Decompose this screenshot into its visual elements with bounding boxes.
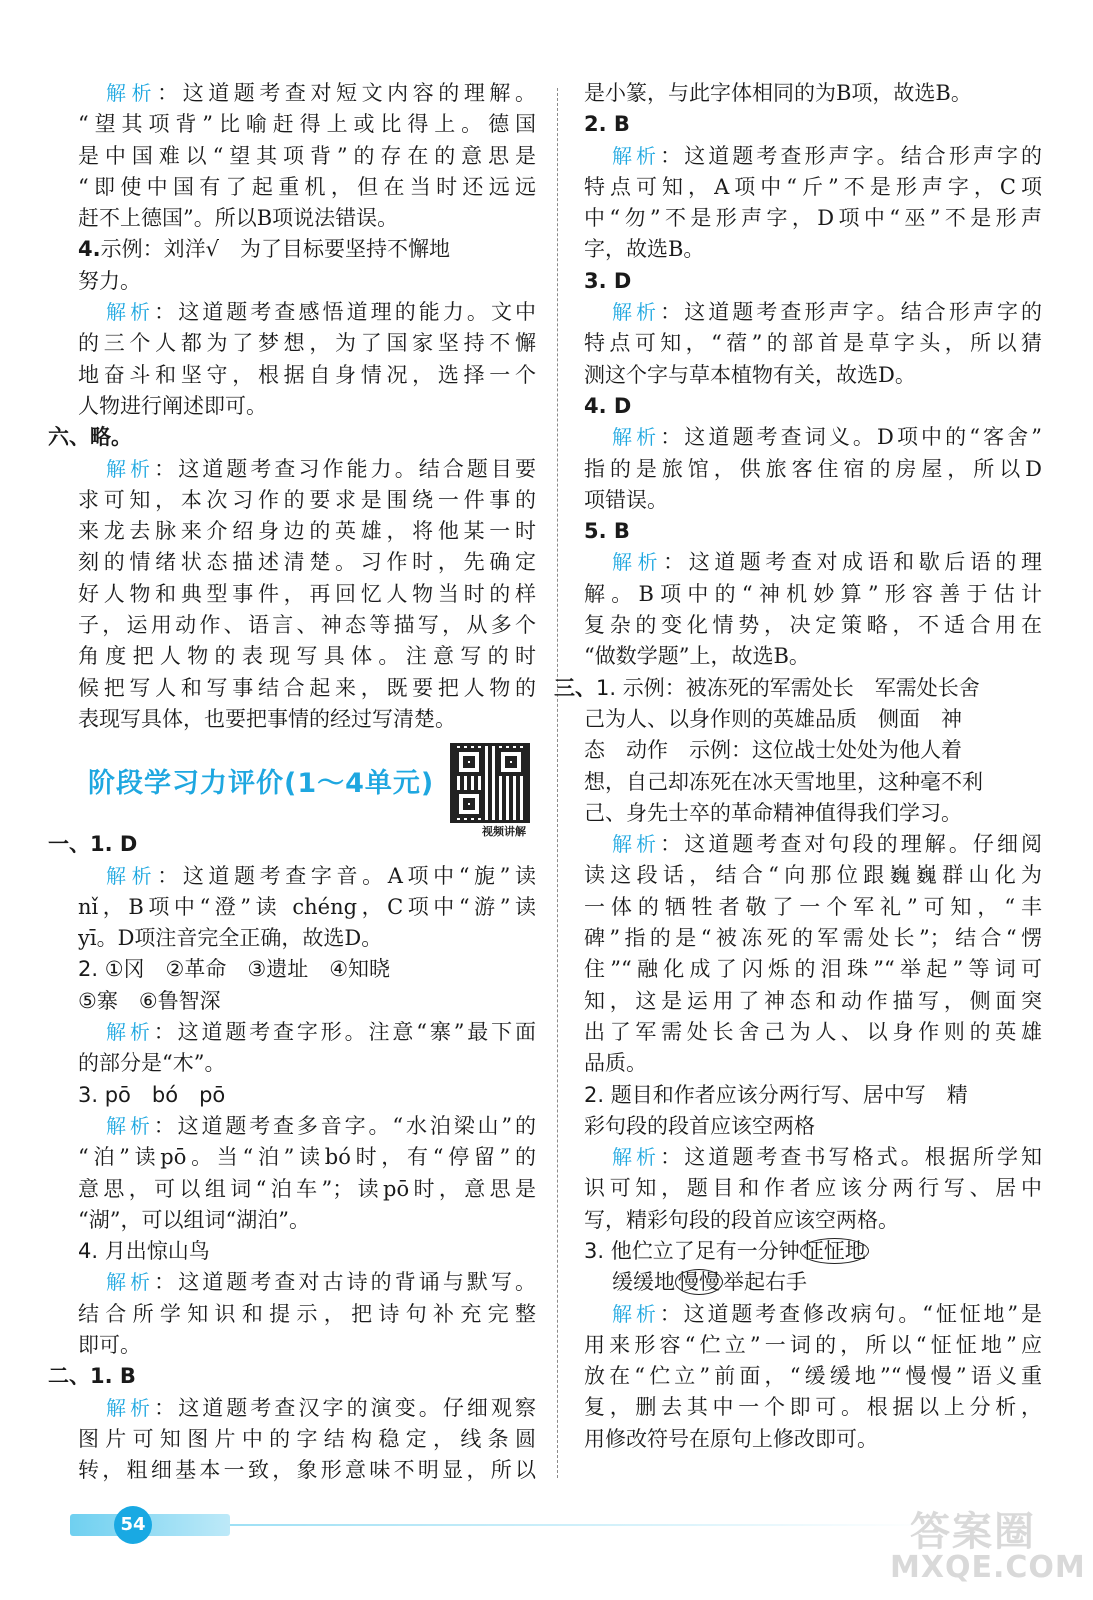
answer-line: 一、1. D — [48, 832, 138, 857]
analysis-tag: 解析 — [106, 1270, 155, 1295]
analysis-line: 碑”指的是“被冻死的军需处长”；结合“愣 — [584, 926, 1042, 951]
answer-line: 3. D — [584, 268, 632, 293]
analysis-line: 放在“伫立”前面，“缓缓地”“慢慢”语义重 — [584, 1364, 1042, 1389]
analysis-line: 刻的情绪状态描述清楚。习作时，先确定 — [78, 550, 536, 575]
analysis-line: 即可。 — [78, 1332, 141, 1357]
analysis-line: 字，故选B。 — [584, 237, 705, 262]
analysis-line: 住”“融化成了闪烁的泪珠”“举起”等词可 — [584, 957, 1042, 982]
answer-line: 缓缓地 慢慢 举起右手 — [612, 1270, 807, 1295]
answer-line: 三、1. 示例：被冻死的军需处长 军需处长舍 — [554, 675, 980, 700]
analysis-line: 是小篆，与此字体相同的为B项，故选B。 — [584, 81, 972, 105]
answer-line: 5. B — [584, 519, 630, 544]
analysis-tag: 解析 — [612, 425, 661, 450]
analysis-line: 的三个人都为了梦想，为了国家坚持不懈 — [78, 331, 536, 356]
analysis-line: 是中国难以“望其项背”的存在的意思是 — [78, 143, 536, 168]
analysis-line: 品质。 — [584, 1051, 647, 1076]
analysis-line: 解析：这道题考查书写格式。根据所学知 — [612, 1145, 1042, 1170]
analysis-line: 复杂的变化情势，决定策略，不适合用在 — [584, 613, 1042, 638]
analysis-line: 复，删去其中一个即可。根据以上分析， — [584, 1395, 1042, 1420]
analysis-line: 解析：这道题考查对短文内容的理解。 — [106, 81, 536, 105]
analysis-line: 的部分是“木”。 — [78, 1051, 226, 1076]
analysis-line: 地奋斗和坚守，根据自身情况，选择一个 — [78, 362, 536, 387]
analysis-line: “泊”读pō。当“泊”读bó时，有“停留”的 — [78, 1145, 536, 1170]
qr-code-icon[interactable] — [450, 743, 530, 823]
analysis-line: yī。D项注音完全正确，故选D。 — [78, 926, 383, 951]
watermark-url: MXQE.COM — [890, 1550, 1086, 1585]
analysis-tag: 解析 — [106, 1113, 154, 1138]
analysis-line: 解析：这道题考查修改病句。“怔怔地”是 — [612, 1301, 1042, 1326]
analysis-line: 子，运用动作、语言、神态等描写，从多个 — [78, 613, 536, 638]
analysis-line: 解析：这道题考查词义。D项中的“客舍” — [612, 425, 1042, 450]
analysis-line: 写，精彩句段的段首应该空两格。 — [584, 1207, 899, 1232]
analysis-line: “即使中国有了起重机，但在当时还远远 — [78, 174, 536, 199]
circled-word: 慢慢 — [675, 1269, 723, 1295]
analysis-line: 解析：这道题考查多音字。“水泊梁山”的 — [106, 1113, 536, 1138]
circled-word: 怔怔地 — [800, 1238, 869, 1264]
analysis-line: 角度把人物的表现写具体。注意写的时 — [78, 644, 536, 669]
analysis-line: 中“勿”不是形声字，D项中“巫”不是形声 — [584, 206, 1042, 231]
answer-line: 2. 题目和作者应该分两行写、居中写 精 — [584, 1082, 968, 1107]
analysis-line: 解析：这道题考查对古诗的背诵与默写。 — [106, 1270, 536, 1295]
analysis-tag: 解析 — [106, 863, 158, 888]
analysis-line: 解析：这道题考查汉字的演变。仔细观察 — [106, 1395, 536, 1420]
page-number: 54 — [114, 1506, 152, 1544]
analysis-line: 表现写具体，也要把事情的经过写清楚。 — [78, 706, 456, 731]
analysis-line: 来龙去脉来介绍身边的英雄，将他某一时 — [78, 519, 536, 544]
analysis-tag: 解析 — [612, 1301, 660, 1326]
analysis-tag: 解析 — [612, 1145, 661, 1170]
watermark — [890, 1500, 1086, 1590]
answer-line: 2. ①冈 ②革命 ③遗址 ④知晓 — [78, 957, 391, 982]
analysis-line: 解析：这道题考查对句段的理解。仔细阅 — [612, 832, 1042, 857]
answer-line: 3. pō bó pō — [78, 1082, 226, 1107]
analysis-line: 特点可知，“蓿”的部首是草字头，所以猜 — [584, 331, 1042, 356]
analysis-line: 图片可知图片中的字结构稳定，线条圆 — [78, 1426, 536, 1451]
analysis-tag: 解析 — [106, 300, 155, 325]
analysis-tag: 解析 — [106, 456, 155, 481]
analysis-line: 解析：这道题考查形声字。结合形声字的 — [612, 143, 1042, 168]
right-column — [554, 78, 1042, 1455]
analysis-line: 人物进行阐述即可。 — [78, 393, 267, 418]
analysis-line: 指的是旅馆，供旅客住宿的房屋，所以D — [584, 456, 1042, 481]
analysis-line: 用来形容“伫立”一词的，所以“怔怔地”应 — [584, 1332, 1042, 1357]
analysis-line: 解析：这道题考查习作能力。结合题目要 — [106, 456, 536, 481]
analysis-line: “望其项背”比喻赶得上或比得上。德国 — [78, 112, 536, 137]
analysis-line: 读这段话，结合“向那位跟巍巍群山化为 — [584, 863, 1042, 888]
analysis-line: 用修改符号在原句上修改即可。 — [584, 1426, 878, 1451]
answer-line: 二、1. B — [48, 1364, 136, 1389]
analysis-line: “湖”，可以组词“湖泊”。 — [78, 1207, 310, 1232]
answer-line: 想，自己却冻死在冰天雪地里，这种毫不利 — [584, 769, 983, 794]
analysis-line: 解析：这道题考查感悟道理的能力。文中 — [106, 300, 536, 325]
answer-line: 己、身先士卒的革命精神值得我们学习。 — [584, 800, 962, 825]
analysis-line: 解析：这道题考查字形。注意“寨”最下面 — [106, 1020, 536, 1045]
footer-rule — [230, 1524, 930, 1526]
watermark-logo-icon: 答案圈 — [910, 1509, 1036, 1555]
answer-line: 己为人、以身作则的英雄品质 侧面 神 — [584, 706, 962, 731]
column-divider — [557, 88, 558, 1478]
analysis-tag: 解析 — [612, 832, 661, 857]
analysis-line: 出了军需处长舍己为人、以身作则的英雄 — [584, 1019, 1042, 1044]
analysis-tag: 解析 — [612, 550, 664, 575]
analysis-line: 意思，可以组词“泊车”；读pō时，意思是 — [78, 1176, 536, 1201]
answer-line: 3. 他伫立了足有一分钟 怔怔地 — [584, 1236, 1042, 1267]
answer-line: 彩句段的段首应该空两格 — [584, 1113, 815, 1138]
analysis-line: 求可知，本次习作的要求是围绕一件事的 — [78, 487, 536, 512]
analysis-line: 解析：这道题考查形声字。结合形声字的 — [612, 300, 1042, 325]
analysis-line: 赶不上德国”。所以B项说法错误。 — [78, 206, 399, 231]
analysis-line: 特点可知，A项中“斤”不是形声字，C项 — [584, 174, 1042, 199]
qr-caption: 视频讲解 — [482, 825, 526, 839]
analysis-line: 解析：这道题考查字音。A项中“旎”读 — [106, 863, 536, 888]
analysis-line: nǐ，B项中“澄”读 chéng，C项中“游”读 — [78, 894, 536, 919]
analysis-tag: 解析 — [106, 1020, 154, 1045]
answer-line: 2. B — [584, 112, 630, 137]
analysis-line: 好人物和典型事件，再回忆人物当时的样 — [78, 581, 536, 606]
analysis-line: 项错误。 — [584, 487, 668, 512]
analysis-tag: 解析 — [612, 300, 661, 325]
left-column — [48, 78, 536, 1486]
analysis-line: 解。B项中的“神机妙算”形容善于估计 — [584, 581, 1042, 606]
analysis-line: 转，粗细基本一致，象形意味不明显，所以 — [78, 1458, 536, 1483]
analysis-line: 解析：这道题考查对成语和歇后语的理 — [612, 550, 1042, 575]
section-title: 阶段学习力评价(1～4单元) — [88, 768, 435, 800]
answer-line: ⑤寨 ⑥鲁智深 — [78, 988, 221, 1013]
analysis-line: “做数学题”上，故选B。 — [584, 644, 810, 669]
analysis-line: 候把写人和写事结合起来，既要把人物的 — [78, 675, 536, 700]
analysis-line: 识可知，题目和作者应该分两行写、居中 — [584, 1176, 1042, 1201]
section-six: 六、略。 — [48, 425, 132, 450]
analysis-line: 结合所学知识和提示，把诗句补充完整 — [78, 1301, 536, 1326]
analysis-tag: 解析 — [106, 1395, 155, 1420]
analysis-line: 测这个字与草本植物有关，故选D。 — [584, 362, 916, 387]
analysis-line: 一体的牺牲者敬了一个军礼”可知，“丰 — [584, 894, 1042, 919]
answer-line: 4.示例：刘洋√ 为了目标要坚持不懈地 — [78, 237, 450, 262]
answer-line: 4. D — [584, 393, 632, 418]
answer-line: 4. 月出惊山鸟 — [78, 1239, 210, 1264]
analysis-tag: 解析 — [106, 81, 158, 105]
analysis-line: 知，这是运用了神态和动作描写，侧面突 — [584, 988, 1042, 1013]
section-header — [78, 743, 536, 839]
answer-line: 努力。 — [78, 268, 141, 293]
answer-line: 态 动作 示例：这位战士处处为他人着 — [584, 738, 962, 763]
analysis-tag: 解析 — [612, 143, 661, 168]
